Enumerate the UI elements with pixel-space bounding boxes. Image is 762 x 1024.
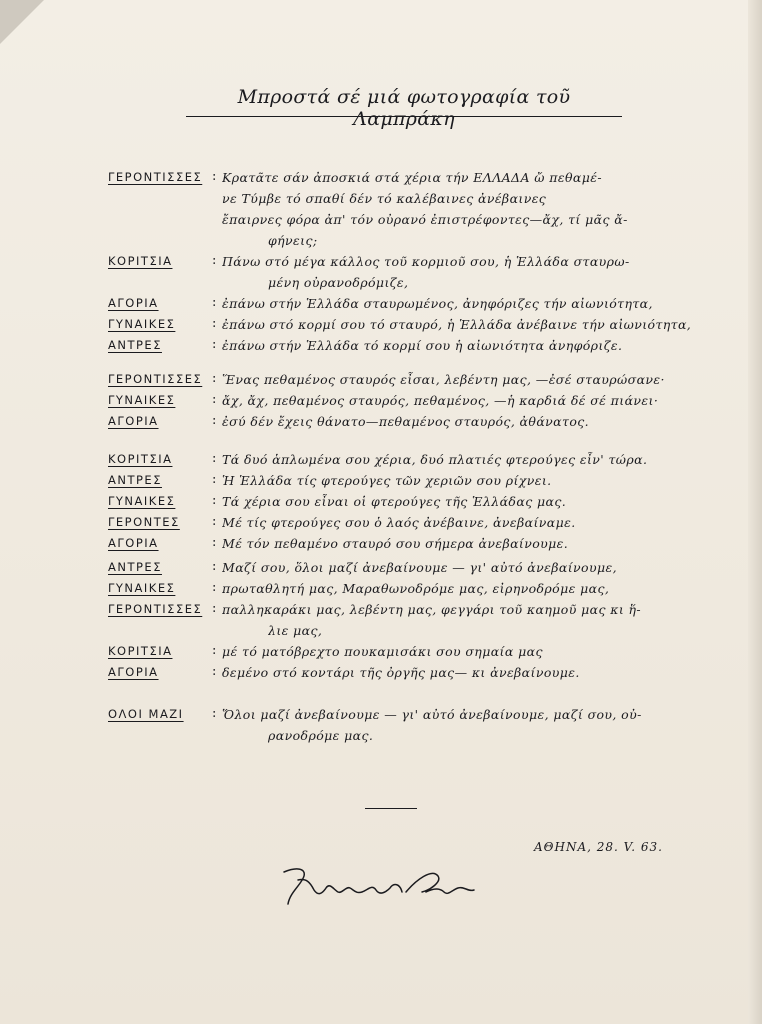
speaker-label: ΓΕΡΟΝΤΙΣΣΕΣ: [108, 602, 203, 616]
verse-row: [108, 275, 718, 296]
poem-title: Μπροστά σέ μιά φωτογραφία τοῦ Λαμπράκη: [237, 86, 571, 130]
verse-row: [108, 515, 718, 536]
poem-section: [108, 170, 718, 359]
speaker-label: ΚΟΡΙΤΣΙΑ: [108, 452, 173, 466]
speaker-colon: :: [212, 493, 217, 508]
verse-row: [108, 414, 718, 435]
speaker-label: ΚΟΡΙΤΣΙΑ: [108, 254, 173, 268]
verse-row: [108, 728, 718, 749]
speaker-label: ΟΛΟΙ ΜΑΖΙ: [108, 707, 184, 721]
speaker-colon: :: [212, 535, 217, 550]
speaker-label: ΑΝΤΡΕΣ: [108, 338, 162, 352]
date-line: ΑΘΗΝΑ, 28. V. 63.: [534, 840, 663, 854]
verse-row: [108, 473, 718, 494]
speaker-colon: :: [212, 392, 217, 407]
verse-row: [108, 452, 718, 473]
verse-line: Μαζί σου, ὅλοι μαζί ἀνεβαίνουμε — γι' αὐτό ἀνεβαίνουμε,: [222, 560, 617, 575]
signature: [276, 862, 486, 912]
verse-line: μένη οὐρανοδρόμιζε,: [268, 275, 409, 290]
verse-line: ἐπάνω στήν Ἑλλάδα τό κορμί σου ἡ αἰωνιότητα ἀνηφόριζε.: [222, 338, 623, 353]
speaker-label: ΓΥΝΑΙΚΕΣ: [108, 317, 176, 331]
poem-section: [108, 372, 718, 435]
speaker-label: ΚΟΡΙΤΣΙΑ: [108, 644, 173, 658]
speaker-colon: :: [212, 706, 217, 721]
verse-row: [108, 494, 718, 515]
poem-section: [108, 560, 718, 686]
poem-section: [108, 452, 718, 557]
speaker-colon: :: [212, 643, 217, 658]
speaker-label: ΑΝΤΡΕΣ: [108, 473, 162, 487]
verse-line: μέ τό ματόβρεχτο πουκαμισάκι σου σημαία μας: [222, 644, 543, 659]
verse-row: [108, 536, 718, 557]
verse-line: πρωταθλητή μας, Μαραθωνοδρόμε μας, εἰρηνοδρόμε μας,: [222, 581, 610, 596]
verse-row: [108, 665, 718, 686]
verse-line: Κρατᾶτε σάν ἀποσκιά στά χέρια τήν ΕΛΛΑΔΑ ὤ πεθαμέ-: [222, 170, 602, 185]
speaker-label: ΓΕΡΟΝΤΕΣ: [108, 515, 180, 529]
speaker-colon: :: [212, 371, 217, 386]
verse-row: [108, 212, 718, 233]
verse-row: [108, 644, 718, 665]
speaker-colon: :: [212, 253, 217, 268]
verse-row: [108, 581, 718, 602]
verse-line: Τά δυό ἁπλωμένα σου χέρια, δυό πλατιές φτερούγες εἶν' τώρα.: [222, 452, 648, 467]
verse-line: ἐπάνω στό κορμί σου τό σταυρό, ἡ Ἑλλάδα ἀνέβαινε τήν αἰωνιότητα,: [222, 317, 692, 332]
verse-line: ἔπαιρνες φόρα ἀπ' τόν οὐρανό ἐπιστρέφοντες—ἄχ, τί μᾶς ἄ-: [222, 212, 628, 227]
title-underline: [186, 116, 622, 117]
verse-line: λιε μας,: [268, 623, 323, 638]
closing-rule: [365, 808, 417, 809]
page-edge: [748, 0, 762, 1024]
verse-line: Ὅλοι μαζί ἀνεβαίνουμε — γι' αὐτό ἀνεβαίνουμε, μαζί σου, οὐ-: [222, 707, 642, 722]
speaker-colon: :: [212, 559, 217, 574]
verse-row: [108, 233, 718, 254]
verse-line: ἐπάνω στήν Ἑλλάδα σταυρωμένος, ἀνηφόριζες τήν αἰωνιότητα,: [222, 296, 653, 311]
verse-row: [108, 707, 718, 728]
verse-row: [108, 623, 718, 644]
verse-line: παλληκαράκι μας, λεβέντη μας, φεγγάρι τοῦ καημοῦ μας κι ἥ-: [222, 602, 642, 617]
speaker-label: ΑΓΟΡΙΑ: [108, 536, 159, 550]
verse-row: [108, 372, 718, 393]
verse-row: [108, 191, 718, 212]
speaker-colon: :: [212, 413, 217, 428]
speaker-label: ΓΥΝΑΙΚΕΣ: [108, 494, 176, 508]
verse-line: ἄχ, ἄχ, πεθαμένος σταυρός, πεθαμένος, —ἡ καρδιά δέ σέ πιάνει·: [222, 393, 659, 408]
speaker-colon: :: [212, 337, 217, 352]
speaker-colon: :: [212, 451, 217, 466]
verse-row: [108, 254, 718, 275]
poem-section: [108, 707, 718, 749]
verse-line: ρανοδρόμε μας.: [268, 728, 374, 743]
verse-line: φήνεις;: [268, 233, 318, 248]
verse-line: ἐσύ δέν ἔχεις θάνατο—πεθαμένος σταυρός, ἀθάνατος.: [222, 414, 590, 429]
speaker-colon: :: [212, 580, 217, 595]
verse-row: [108, 560, 718, 581]
verse-line: Ἡ Ἑλλάδα τίς φτερούγες τῶν χεριῶν σου ρίχνει.: [222, 473, 552, 488]
speaker-label: ΓΕΡΟΝΤΙΣΣΕΣ: [108, 372, 203, 386]
speaker-label: ΑΓΟΡΙΑ: [108, 414, 159, 428]
speaker-label: ΑΓΟΡΙΑ: [108, 296, 159, 310]
speaker-colon: :: [212, 664, 217, 679]
speaker-label: ΑΓΟΡΙΑ: [108, 665, 159, 679]
speaker-colon: :: [212, 514, 217, 529]
speaker-label: ΑΝΤΡΕΣ: [108, 560, 162, 574]
verse-row: [108, 296, 718, 317]
verse-line: Μέ τίς φτερούγες σου ὁ λαός ἀνέβαινε, ἀνεβαίναμε.: [222, 515, 576, 530]
speaker-label: ΓΕΡΟΝΤΙΣΣΕΣ: [108, 170, 203, 184]
verse-row: [108, 317, 718, 338]
speaker-colon: :: [212, 601, 217, 616]
verse-line: νε Τύμβε τό σπαθί δέν τό καλέβαινες ἀνέβαινες: [222, 191, 547, 206]
verse-row: [108, 393, 718, 414]
speaker-label: ΓΥΝΑΙΚΕΣ: [108, 581, 176, 595]
verse-line: δεμένο στό κοντάρι τῆς ὀργῆς μας— κι ἀνεβαίνουμε.: [222, 665, 580, 680]
verse-line: Τά χέρια σου εἶναι οἱ φτερούγες τῆς Ἑλλάδας μας.: [222, 494, 567, 509]
speaker-colon: :: [212, 472, 217, 487]
verse-line: Μέ τόν πεθαμένο σταυρό σου σήμερα ἀνεβαίνουμε.: [222, 536, 569, 551]
verse-row: [108, 338, 718, 359]
verse-line: Ἕνας πεθαμένος σταυρός εἶσαι, λεβέντη μας, —ἐσέ σταυρώσανε·: [222, 372, 665, 387]
verse-row: [108, 170, 718, 191]
speaker-colon: :: [212, 295, 217, 310]
verse-row: [108, 602, 718, 623]
speaker-colon: :: [212, 169, 217, 184]
speaker-colon: :: [212, 316, 217, 331]
folded-corner: [0, 0, 44, 44]
verse-line: Πάνω στό μέγα κάλλος τοῦ κορμιοῦ σου, ἡ Ἑλλάδα σταυρω-: [222, 254, 630, 269]
speaker-label: ΓΥΝΑΙΚΕΣ: [108, 393, 176, 407]
